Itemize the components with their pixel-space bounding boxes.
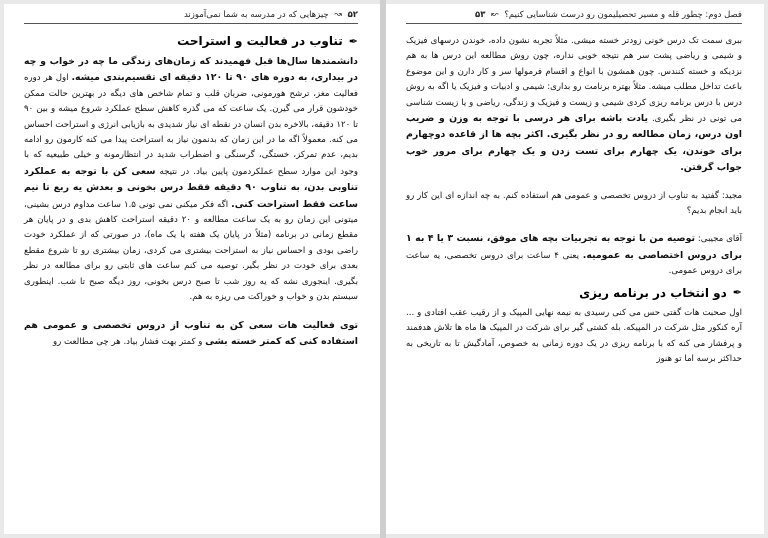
page-number: ۵۲: [347, 10, 358, 20]
section-heading: [24, 34, 358, 48]
ornament-icon: ↝: [334, 10, 342, 20]
paragraph: [406, 231, 742, 279]
page-header: [406, 10, 742, 24]
section-heading: [406, 286, 742, 300]
paragraph: [24, 318, 358, 351]
body-text: ببری سمت تک درس خونی زودتر خسته میشی. مثلاً تجربه نشون داده، خوندن درسهای فیزیک و شیمی و ریاضی پشت سر هم نتیجه خوبی نداره، چون روش مطالعه این درس ها به هم نزدیکه و خسته کنندس. چون همشون با انواع و اقسام فرمولها سر و کار دارن و این موضوع باعث تداخل مطلب میشه. مثلاً بهتره برنامت رو بداری: شیمی و ادبیات و فیزیک یا اگه به روش درس با درس برنامه ریزی کردی شیمی و زیست و فیزیک و زندگی، ریاضی و یا زیست شناسی می تونی در نظر بگیری.: [406, 36, 743, 125]
paragraph: [406, 34, 742, 177]
ornament-icon: ↜: [491, 10, 499, 20]
bold-text: توصیه من با توجه به تجربیات بچه های موفق، نسبت ۳ یا ۴ به ۱ برای دروس اختصاصی به عمومیه.: [406, 233, 743, 261]
running-title: چیزهایی که در مدرسه به شما نمی‌آموزند: [183, 10, 329, 20]
right-page: [386, 4, 764, 534]
paragraph: [406, 189, 742, 220]
body-text: اول صحبت هات گفتی حس می کنی رسیدی به نیمه نهایی المپیک و از رقیب عقب افتادی و ... آره کنکور مثل شرکت در المپیکه. بله کشتی گیر برای شرکت در المپیک ها ماه ها تلاش هدفمند و پرفشار می کنه که با برنامه ریزی در یک دوره زمانی به خصوص، آمادگیش تا به تاریخی به حداکثر برسه اما تو هنوز: [406, 307, 742, 364]
speaker-label: آقای مجیبی:: [697, 234, 742, 245]
bold-text: توی فعالیت هات سعی کن به تناوب از دروس تخصصی و عمومی هم استفاده کنی که کمتر خسته بشی: [24, 319, 358, 347]
section-title: دو انتخاب در برنامه ریزی: [579, 285, 727, 300]
running-title: فصل دوم: چطور قله و مسیر تحصیلیمون رو درست شناسایی کنیم؟: [504, 10, 742, 20]
body-text: یعنی ۴ ساعت برای دروس تخصصی، یه ساعت برای دروس عمومی.: [406, 250, 742, 277]
pen-arrow-icon: ✒: [348, 34, 358, 48]
paragraph: [24, 54, 358, 306]
body-text: اول هر دوره فعالیت مغز، ترشح هورمونی، ضربان قلب و تمام شاخص های دیگه در بهترین حالت ممکن خودشون قرار می گیرن. یک ساعت که می گذره کاهش سطح عملکرد شروع میشه و بین ۹۰ تا ۱۲۰ دقیقه، بالاخره بدن انسان در نقطه ای نیاز شدیدی به بازیابی انرژی و استراحت احساس می کنه. معمولاً اگه ما در این زمان که بدنمون نیاز به استراحت پیدا می کنه کارمون رو ادامه بدیم، عدم تمرکز، خستگی، گرسنگی و اضطراب شدید در انتظارمونه و خیلی طبیعیه که با وجود این موارد سطح عملکردمون پایین بیاد. در نتیجه: [24, 73, 359, 177]
body-text: اگه فکر میکنی نمی تونی ۱.۵ ساعت مداوم درس بشینی، میتونی این زمان رو به یک ساعت مطالعه و ۲۰ دقیقه استراحت کاهش بدی و در پایان هر مقطع زمانی در برنامه (مثلاً در پایان یک هفته یا یک ماه)، در صورتی که از عملکرد خودت راضی بودی و احساس نیاز به استراحت بیشتری می کردی، زمان بیشتری رو تا شروع مقطع بعدی برای خودت در نظر بگیر. توصیه می کنم ساعت های ثابتی رو برای مطالعه در نظر بگیری. اینجوری نشه که یه روز شب تا صبح درس بخونی، روز دیگه صبح تا شب. اینطوری سیستم بدن و خواب و خوراکت می ریزه به هم.: [24, 199, 358, 303]
bold-text: یادت باشه برای هر درسی با توجه به وزن و ضریب اون درس، زمان مطالعه رو در نظر بگیری. اکثر بچه ها از قاعده دوچهارم برای خوندن، یک چهارم برای تست زدن و یک چهارم برای مرور خوب جواب گرفتن.: [406, 113, 742, 174]
header-page-number-and-title: [184, 10, 358, 20]
section-title: تناوب در فعالیت و استراحت: [177, 34, 343, 48]
paragraph: [406, 306, 742, 368]
body-text: مجید: گفتید به تناوب از دروس تخصصی و عمومی هم استفاده کنم. به چه اندازه ای این کار رو باید انجام بدیم؟: [406, 190, 742, 217]
page-number: ۵۳: [475, 10, 486, 20]
body-text: و کمتر بهت فشار بیاد. هر چی مطالعت رو: [53, 336, 203, 347]
bold-text: سعی کن با توجه به عملکرد تناوبی بدن، به تناوب ۹۰ دقیقه فقط درس بخونی و بعدش یه ربع تا نیم ساعت فقط استراحت کنی.: [24, 165, 358, 210]
left-page: [4, 4, 380, 534]
header-title-and-page-number: [475, 10, 742, 20]
pen-arrow-icon: ✒: [732, 286, 742, 300]
page-header: [24, 10, 358, 24]
bold-text: دانشمندها سال‌ها قبل فهمیدند که زمان‌های زندگی ما چه در خواب و چه در بیداری، به دوره های ۹۰ تا ۱۲۰ دقیقه ای تقسیم‌بندی میشه.: [24, 56, 358, 84]
